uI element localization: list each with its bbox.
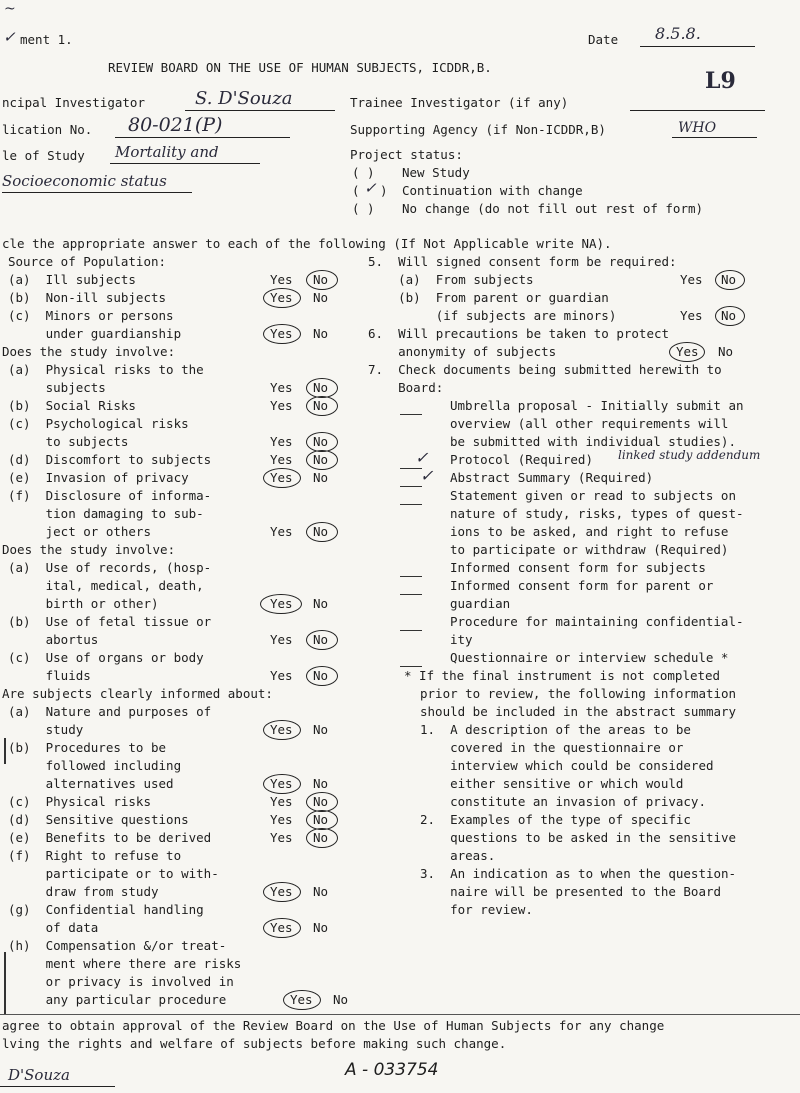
circle-no-2f	[306, 522, 338, 542]
left-line-41: any particular procedure	[8, 992, 227, 1007]
right-line-20: Procedure for maintaining confidential-	[450, 614, 744, 629]
attachment-check: ✓	[3, 28, 16, 46]
blank-statement	[400, 504, 422, 505]
left-line-24: Are subjects clearly informed about:	[2, 686, 273, 701]
study-title-label: le of Study	[2, 148, 85, 163]
right-line-10: be submitted with individual studies).	[450, 434, 736, 449]
document-stamp: A - 033754	[345, 1060, 439, 1080]
right-line-34: 3. An indication as to when the question-	[420, 866, 737, 881]
date-value: 8.5.8.	[655, 24, 701, 43]
left-line-22: (c) Use of organs or body	[8, 650, 204, 665]
agency-line	[672, 137, 757, 138]
right-line-33: areas.	[420, 848, 496, 863]
study-title-line-2	[2, 192, 192, 193]
left-line-7: subjects	[8, 380, 106, 395]
signature: D'Souza	[8, 1066, 70, 1084]
left-line-1: (a) Ill subjects	[8, 272, 136, 287]
study-title-value-2: Socioeconomic status	[2, 172, 167, 190]
right-line-3: (if subjects are minors)	[368, 308, 617, 323]
blank-protocol	[400, 468, 422, 469]
left-line-3: (c) Minors or persons	[8, 308, 174, 323]
circle-no-4d	[306, 810, 338, 830]
left-line-4: under guardianship	[8, 326, 182, 341]
circle-no-4c	[306, 792, 338, 812]
margin-bracket-h	[4, 952, 6, 1014]
left-line-5: Does the study involve:	[2, 344, 176, 359]
circle-yes-4g	[263, 918, 301, 938]
yes-4f: Yes	[270, 884, 293, 899]
right-line-9: overview (all other requirements will	[450, 416, 729, 431]
yes-6: Yes	[676, 344, 699, 359]
no-4f: No	[313, 884, 329, 899]
blank-confidentiality	[400, 630, 422, 631]
pi-line	[185, 110, 335, 111]
right-line-6: 7. Check documents being submitted herewith to	[368, 362, 722, 377]
right-line-4: 6. Will precautions be taken to protect	[368, 326, 670, 341]
left-line-28: followed including	[8, 758, 182, 773]
signature-line	[0, 1086, 115, 1087]
right-line-30: constitute an invasion of privacy.	[420, 794, 706, 809]
status-nochange: No change (do not fill out rest of form)	[402, 201, 704, 216]
no-1c: No	[313, 326, 329, 341]
left-line-33: (f) Right to refuse to	[8, 848, 182, 863]
no-4c: No	[313, 794, 329, 809]
yes-2a: Yes	[270, 380, 293, 395]
left-line-31: (d) Sensitive questions	[8, 812, 189, 827]
right-line-5: anonymity of subjects	[368, 344, 557, 359]
circle-yes-2e	[263, 468, 301, 488]
status-check-icon: ✓	[364, 179, 377, 197]
right-line-25: should be included in the abstract summary	[420, 704, 737, 719]
left-line-10: to subjects	[8, 434, 129, 449]
yes-1b: Yes	[270, 290, 293, 305]
left-line-39: ment where there are risks	[8, 956, 242, 971]
status-box-continuation: (	[352, 183, 360, 198]
no-3a: No	[313, 596, 329, 611]
circle-yes-1c	[263, 324, 301, 344]
left-line-14: tion damaging to sub-	[8, 506, 204, 521]
yes-5b: Yes	[680, 308, 703, 323]
left-line-34: participate or to with-	[8, 866, 219, 881]
left-line-9: (c) Psychological risks	[8, 416, 189, 431]
right-line-36: for review.	[420, 902, 533, 917]
yes-4b: Yes	[270, 776, 293, 791]
left-line-21: abortus	[8, 632, 99, 647]
corner-tick: ~	[4, 1, 16, 17]
no-5b: No	[721, 308, 737, 323]
left-line-6: (a) Physical risks to the	[8, 362, 204, 377]
left-line-27: (b) Procedures to be	[8, 740, 167, 755]
status-box-new: ( )	[352, 165, 375, 180]
yes-3c: Yes	[270, 668, 293, 683]
blank-consent-subjects	[400, 576, 422, 577]
instructions: cle the appropriate answer to each of the following (If Not Applicable write NA).	[2, 236, 612, 251]
no-2f: No	[313, 524, 329, 539]
left-line-11: (d) Discomfort to subjects	[8, 452, 212, 467]
yes-1c: Yes	[270, 326, 293, 341]
blank-umbrella	[400, 414, 422, 415]
circle-yes-4a	[263, 720, 301, 740]
status-box-continuation-close: )	[380, 183, 388, 198]
no-3c: No	[313, 668, 329, 683]
no-4b: No	[313, 776, 329, 791]
right-line-23: * If the final instrument is not completed	[404, 668, 721, 683]
right-line-27: covered in the questionnaire or	[420, 740, 684, 755]
circle-no-2a	[306, 378, 338, 398]
left-line-16: Does the study involve:	[2, 542, 176, 557]
pi-label: ncipal Investigator	[2, 95, 145, 110]
no-3b: No	[313, 632, 329, 647]
agency-label: Supporting Agency (if Non-ICDDR,B)	[350, 122, 606, 137]
no-2e: No	[313, 470, 329, 485]
date-label: Date	[588, 32, 619, 47]
left-line-23: fluids	[8, 668, 91, 683]
right-line-8: Umbrella proposal - Initially submit an	[450, 398, 744, 413]
agreement-line-1: agree to obtain approval of the Review Board on the Use of Human Subjects for any change	[2, 1018, 665, 1033]
trainee-line	[630, 110, 765, 111]
circle-no-2b	[306, 396, 338, 416]
yes-4g: Yes	[270, 920, 293, 935]
right-line-1: (a) From subjects	[368, 272, 534, 287]
study-title-line-1	[110, 163, 260, 164]
circle-no-2d	[306, 450, 338, 470]
right-line-31: 2. Examples of the type of specific	[420, 812, 691, 827]
status-new: New Study	[402, 165, 470, 180]
check-abstract-icon: ✓	[420, 466, 434, 485]
right-line-7: Board:	[368, 380, 444, 395]
right-line-35: naire will be presented to the Board	[420, 884, 722, 899]
no-4a: No	[313, 722, 329, 737]
pi-value: S. D'Souza	[195, 88, 293, 109]
right-line-16: to participate or withdraw (Required)	[450, 542, 729, 557]
no-2a: No	[313, 380, 329, 395]
right-line-32: questions to be asked in the sensitive	[420, 830, 737, 845]
right-line-15: ions to be asked, and right to refuse	[450, 524, 729, 539]
left-line-29: alternatives used	[8, 776, 174, 791]
yes-4h: Yes	[290, 992, 313, 1007]
attachment-label: ment 1.	[20, 32, 73, 47]
right-line-24: prior to review, the following information	[420, 686, 737, 701]
footer-rule	[0, 1014, 800, 1015]
left-line-2: (b) Non-ill subjects	[8, 290, 167, 305]
blank-abstract	[400, 486, 422, 487]
agency-value: WHO	[678, 120, 717, 136]
right-line-0: 5. Will signed consent form be required:	[368, 254, 677, 269]
yes-3b: Yes	[270, 632, 293, 647]
left-line-17: (a) Use of records, (hosp-	[8, 560, 212, 575]
circle-yes-4h	[283, 990, 321, 1010]
left-line-38: (h) Compensation &/or treat-	[8, 938, 227, 953]
circle-yes-6	[669, 342, 705, 362]
project-status-label: Project status:	[350, 147, 463, 162]
left-line-12: (e) Invasion of privacy	[8, 470, 189, 485]
study-title-value-1: Mortality and	[115, 143, 219, 161]
left-line-8: (b) Social Risks	[8, 398, 136, 413]
right-line-17: Informed consent form for subjects	[450, 560, 706, 575]
yes-5a: Yes	[680, 272, 703, 287]
right-line-29: either sensitive or which would	[420, 776, 684, 791]
app-value: 80-021(P)	[128, 114, 223, 136]
no-1a: No	[313, 272, 329, 287]
left-line-19: birth or other)	[8, 596, 159, 611]
yes-1a: Yes	[270, 272, 293, 287]
app-line	[115, 137, 290, 138]
yes-2b: Yes	[270, 398, 293, 413]
circle-yes-1b	[263, 288, 301, 308]
no-4g: No	[313, 920, 329, 935]
no-2b: No	[313, 398, 329, 413]
circle-no-5a	[715, 270, 745, 290]
circle-yes-4f	[263, 882, 301, 902]
yes-2c: Yes	[270, 434, 293, 449]
corner-mark: L9	[705, 68, 736, 94]
check-protocol-icon: ✓	[415, 448, 429, 467]
left-line-20: (b) Use of fetal tissue or	[8, 614, 212, 629]
circle-yes-4b	[263, 774, 301, 794]
status-box-nochange: ( )	[352, 201, 375, 216]
form-title: REVIEW BOARD ON THE USE OF HUMAN SUBJECTS, ICDDR,B.	[108, 60, 492, 75]
circle-no-3c	[306, 666, 338, 686]
right-line-11: Protocol (Required)	[450, 452, 593, 467]
no-2d: No	[313, 452, 329, 467]
no-5a: No	[721, 272, 737, 287]
blank-questionnaire	[400, 666, 422, 667]
left-line-37: of data	[8, 920, 99, 935]
right-line-18: Informed consent form for parent or	[450, 578, 714, 593]
right-line-22: Questionnaire or interview schedule *	[450, 650, 729, 665]
yes-4c: Yes	[270, 794, 293, 809]
no-4d: No	[313, 812, 329, 827]
circle-no-3b	[306, 630, 338, 650]
left-line-30: (c) Physical risks	[8, 794, 151, 809]
right-line-12: Abstract Summary (Required)	[450, 470, 654, 485]
blank-consent-parent	[400, 594, 422, 595]
no-4h: No	[333, 992, 349, 1007]
right-line-21: ity	[450, 632, 473, 647]
yes-4a: Yes	[270, 722, 293, 737]
left-line-0: Source of Population:	[8, 254, 167, 269]
left-line-18: ital, medical, death,	[8, 578, 204, 593]
circle-no-5b	[715, 306, 745, 326]
yes-4e: Yes	[270, 830, 293, 845]
app-label: lication No.	[2, 122, 93, 137]
left-line-36: (g) Confidential handling	[8, 902, 204, 917]
right-line-28: interview which could be considered	[420, 758, 714, 773]
agreement-line-2: lving the rights and welfare of subjects before making such change.	[2, 1036, 507, 1051]
yes-2f: Yes	[270, 524, 293, 539]
margin-bracket-b	[4, 738, 6, 764]
right-line-14: nature of study, risks, types of quest-	[450, 506, 744, 521]
no-4e: No	[313, 830, 329, 845]
circle-no-4e	[306, 828, 338, 848]
yes-2e: Yes	[270, 470, 293, 485]
right-line-13: Statement given or read to subjects on	[450, 488, 736, 503]
yes-2d: Yes	[270, 452, 293, 467]
no-6: No	[718, 344, 734, 359]
left-line-35: draw from study	[8, 884, 159, 899]
circle-no-2c	[306, 432, 338, 452]
circle-no-1a	[306, 270, 338, 290]
no-2c: No	[313, 434, 329, 449]
trainee-label: Trainee Investigator (if any)	[350, 95, 569, 110]
left-line-13: (f) Disclosure of informa-	[8, 488, 212, 503]
left-line-32: (e) Benefits to be derived	[8, 830, 212, 845]
no-1b: No	[313, 290, 329, 305]
yes-4d: Yes	[270, 812, 293, 827]
right-line-19: guardian	[450, 596, 511, 611]
yes-3a: Yes	[270, 596, 293, 611]
right-line-26: 1. A description of the areas to be	[420, 722, 691, 737]
left-line-25: (a) Nature and purposes of	[8, 704, 212, 719]
protocol-note: linked study addendum	[618, 448, 761, 462]
left-line-26: study	[8, 722, 84, 737]
left-line-40: or privacy is involved in	[8, 974, 234, 989]
left-line-15: ject or others	[8, 524, 151, 539]
right-line-2: (b) From parent or guardian	[368, 290, 609, 305]
status-continuation: Continuation with change	[402, 183, 583, 198]
date-line	[640, 46, 755, 47]
circle-yes-3a	[260, 594, 302, 614]
